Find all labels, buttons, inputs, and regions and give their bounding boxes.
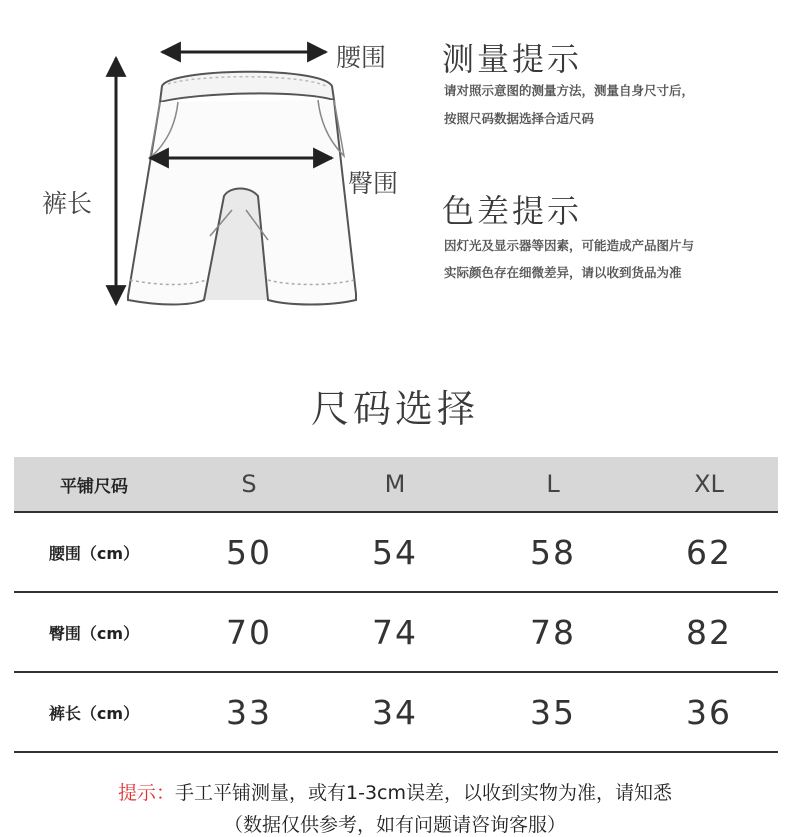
row-label: 臀围（cm） xyxy=(48,623,140,643)
table-cell: 74 xyxy=(372,612,418,652)
table-cell: 33 xyxy=(226,692,272,732)
shorts-outline xyxy=(128,72,356,305)
hip-label: 臀围 xyxy=(348,169,399,198)
measure-tip-line-1: 请对照示意图的测量方法，测量自身尺寸后， xyxy=(444,83,695,98)
color-tip-line-1: 因灯光及显示器等因素，可能造成产品图片与 xyxy=(444,238,695,253)
table-row-hip xyxy=(14,593,778,673)
note-line-1: 手工平铺测量，或有1-3cm误差，以收到实物为准，请知悉 xyxy=(175,782,672,804)
table-cell: 58 xyxy=(530,532,576,572)
table-cell: 54 xyxy=(372,532,418,572)
table-cell: 50 xyxy=(226,532,272,572)
table-row-length xyxy=(14,673,778,753)
table-cell: 70 xyxy=(226,612,272,652)
note-prefix: 提示： xyxy=(117,782,175,804)
measure-tip-line-2: 按照尺码数据选择合适尺码 xyxy=(444,111,595,126)
header-label: 平铺尺码 xyxy=(60,476,128,497)
table-cell: 82 xyxy=(686,612,732,652)
note-line-2: （数据仅供参考，如有问题请咨询客服） xyxy=(223,814,566,836)
table-cell: 35 xyxy=(530,692,576,732)
size-m: M xyxy=(384,470,406,498)
waist-label: 腰围 xyxy=(336,43,387,72)
measure-tip-title: 测量提示 xyxy=(442,40,583,78)
color-tip-title: 色差提示 xyxy=(442,192,583,230)
size-l: L xyxy=(546,470,560,498)
row-label: 腰围（cm） xyxy=(48,543,140,563)
size-xl: XL xyxy=(694,470,724,498)
measurement-note xyxy=(0,778,790,805)
color-tip-line-2: 实际颜色存在细微差异，请以收到货品为准 xyxy=(444,265,682,280)
size-section-title: 尺码选择 xyxy=(310,387,479,431)
table-cell: 62 xyxy=(686,532,732,572)
size-s: S xyxy=(241,470,257,498)
table-cell: 36 xyxy=(686,692,732,732)
table-header-row xyxy=(14,457,778,513)
table-cell: 78 xyxy=(530,612,576,652)
table-row-waist xyxy=(14,513,778,593)
table-cell: 34 xyxy=(372,692,418,732)
length-label: 裤长 xyxy=(42,189,93,218)
row-label: 裤长（cm） xyxy=(48,703,140,723)
size-table xyxy=(14,457,778,753)
